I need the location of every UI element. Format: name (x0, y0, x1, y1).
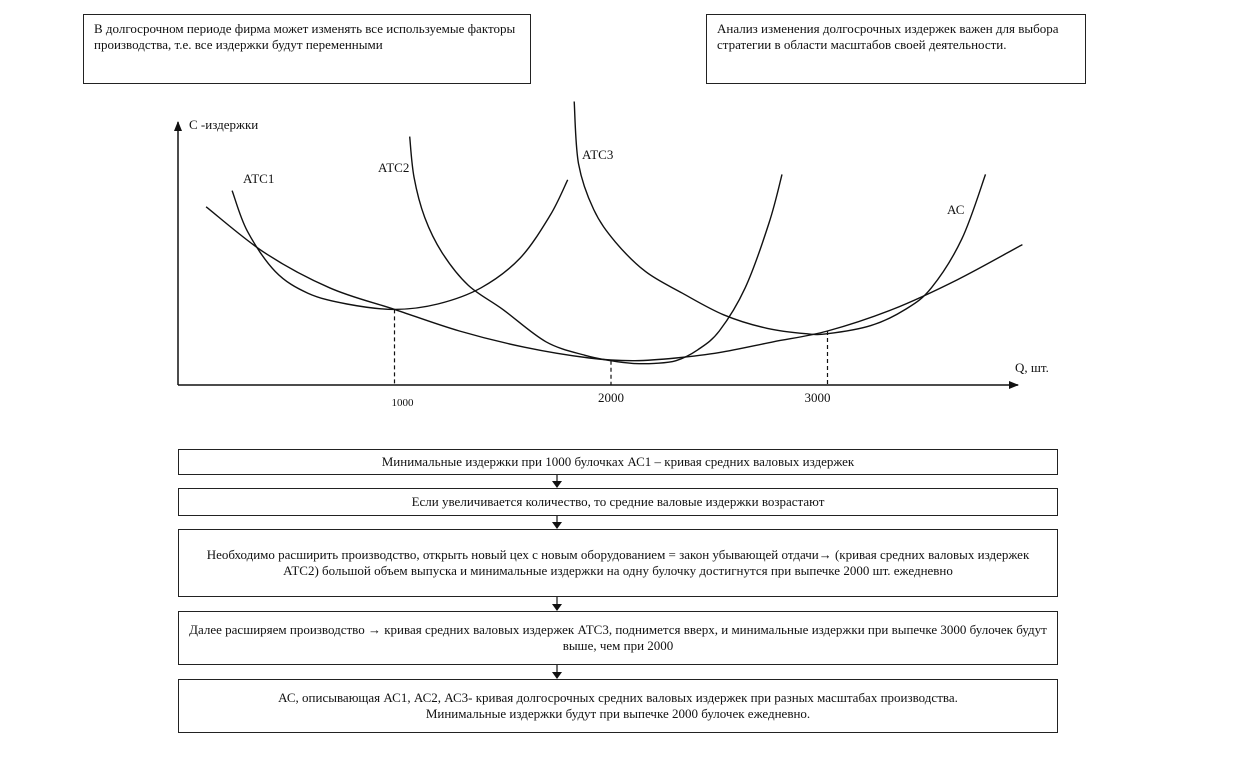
flow-step-3-text: Необходимо расширить производство, открыть новый цех с новым оборудованием = закон убывающей отдачи→ (кривая средних валовых издержек АТС2) большой объем выпуска и минимальные издержки на одну булочку достигнутся при выпечке 2000 шт. ежедневно (206, 547, 1030, 578)
x-tick-label-3000: 3000 (804, 390, 831, 405)
curve-atc2 (410, 137, 782, 364)
label-atc1: АТС1 (243, 171, 275, 186)
note-long-run-factors: В долгосрочном периоде фирма может изменять все используемые факторы производства, т.е. все издержки будут переменными (83, 14, 531, 84)
y-axis-label: С -издержки (189, 117, 259, 132)
flow-arrow-4 (552, 665, 562, 679)
flow-step-5-line-2: Минимальные издержки будут при выпечке 2000 булочек ежедневно. (425, 706, 811, 721)
flow-step-1-text: Минимальные издержки при 1000 булочках АС1 – кривая средних валовых издержек (381, 454, 855, 469)
flow-step-4 (178, 611, 1058, 665)
flow-step-5 (178, 679, 1058, 733)
curve-atc1 (232, 180, 568, 310)
curve-atc3 (574, 102, 985, 335)
flow-step-1 (178, 449, 1058, 475)
flow-step-2 (178, 488, 1058, 516)
curve-ac (206, 207, 1022, 361)
flow-step-2-text: Если увеличивается количество, то средние валовые издержки возрастают (411, 494, 825, 509)
label-atc3: АТС3 (582, 147, 614, 162)
flow-step-4-text: Далее расширяем производство → кривая средних валовых издержек АТС3, поднимется вверх, и минимальные издержки при выпечке 3000 булочек будут выше, чем при 2000 (189, 622, 1047, 653)
flow-arrow-3 (552, 597, 562, 611)
x-tick-label-1000: 1000 (391, 397, 414, 409)
flow-arrow-2 (552, 516, 562, 529)
x-axis-label: Q, шт. (1015, 360, 1049, 375)
label-atc2: АТС2 (378, 160, 410, 175)
label-ac: АС (947, 202, 965, 217)
note-cost-analysis: Анализ изменения долгосрочных издержек важен для выбора стратегии в области масштабов своей деятельности. (706, 14, 1086, 84)
flow-arrow-1 (552, 475, 562, 488)
flow-step-3 (178, 529, 1058, 597)
x-tick-label-2000: 2000 (598, 390, 624, 405)
flow-step-5-line-1: АС, описывающая АС1, АС2, АС3- кривая долгосрочных средних валовых издержек при разных масштабах производства. (278, 690, 958, 705)
